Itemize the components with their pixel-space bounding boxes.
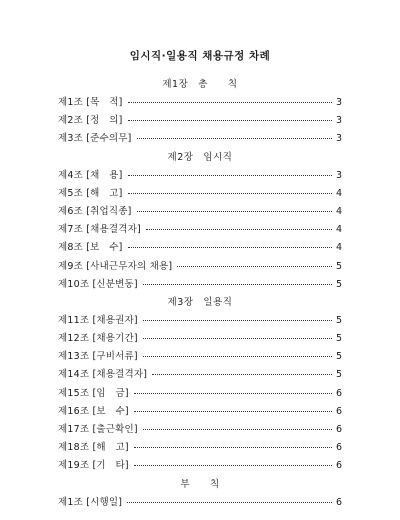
table-of-contents	[58, 76, 342, 512]
toc-entry	[58, 403, 342, 421]
toc-entry	[58, 203, 342, 221]
toc-page-number: 6	[335, 442, 342, 454]
toc-page-number: 6	[335, 405, 342, 417]
toc-entry	[58, 276, 342, 294]
toc-page-number: 5	[335, 351, 342, 363]
toc-entry	[58, 130, 342, 148]
toc-section-heading: 부 칙	[180, 478, 220, 490]
toc-entry-label: 제1조 [시행일]	[58, 496, 123, 508]
toc-entry	[58, 94, 342, 112]
toc-entry	[58, 366, 342, 384]
toc-entry	[58, 167, 342, 185]
toc-entry-label: 제17조 [출근확인]	[58, 424, 138, 435]
toc-dot-leader	[134, 456, 332, 466]
toc-entry-label: 제18조 [해 고]	[58, 442, 129, 454]
toc-entry	[58, 258, 342, 276]
toc-section-heading: 제3장 일용직	[167, 296, 233, 308]
toc-section-heading: 제2장 임시직	[167, 151, 233, 163]
toc-dot-leader	[128, 93, 333, 103]
toc-dot-leader	[146, 220, 332, 230]
toc-page-number: 5	[335, 314, 342, 326]
toc-page-number: 4	[335, 224, 342, 236]
toc-dot-leader	[143, 347, 332, 357]
toc-entry	[58, 439, 342, 457]
toc-page-number: 4	[335, 242, 342, 254]
toc-page-number: 6	[335, 460, 342, 472]
toc-entry-label: 제2조 [정 의]	[58, 115, 123, 127]
toc-page-number: 4	[335, 187, 342, 199]
toc-entry	[58, 494, 342, 512]
toc-entry	[58, 348, 342, 366]
toc-page-number: 4	[335, 205, 342, 217]
toc-entry	[58, 330, 342, 348]
toc-page-number: 3	[335, 169, 342, 181]
toc-dot-leader	[152, 365, 332, 375]
toc-dot-leader	[134, 384, 332, 394]
toc-entry-label: 제1조 [목 적]	[58, 97, 123, 108]
toc-dot-leader	[128, 238, 333, 248]
toc-page-number: 5	[335, 278, 342, 290]
toc-dot-leader	[134, 438, 332, 448]
toc-dot-leader	[127, 493, 332, 503]
toc-page-number: 3	[335, 133, 342, 145]
toc-entry-label: 제13조 [구비서류]	[58, 351, 138, 363]
toc-dot-leader	[128, 184, 333, 194]
toc-entry-label: 제4조 [채 용]	[58, 169, 123, 181]
toc-entry-label: 제14조 [채용결격자]	[58, 369, 148, 381]
toc-entry	[58, 421, 342, 439]
toc-page-number: 6	[335, 424, 342, 435]
document-title: 임시직·일용직 채용규정 차례	[129, 50, 271, 62]
toc-dot-leader	[128, 166, 333, 176]
toc-entry-label: 제6조 [취업직종]	[58, 205, 132, 217]
toc-page-number: 6	[335, 387, 342, 399]
toc-page-number: 3	[335, 97, 342, 108]
toc-entry	[58, 385, 342, 403]
toc-entry-label: 제15조 [임 금]	[58, 387, 129, 399]
toc-dot-leader	[177, 257, 332, 267]
toc-page-number: 5	[335, 260, 342, 272]
toc-entry-label: 제12조 [채용기간]	[58, 333, 138, 345]
toc-entry	[58, 239, 342, 257]
toc-entry-label: 제9조 [사내근무자의 채용]	[58, 260, 173, 272]
toc-entry-label: 제5조 [해 고]	[58, 187, 123, 199]
toc-entry	[58, 312, 342, 330]
toc-page-number: 5	[335, 333, 342, 345]
toc-page-number: 6	[335, 496, 342, 508]
toc-entry-label: 제16조 [보 수]	[58, 405, 129, 417]
toc-entry-label: 제11조 [채용권자]	[58, 314, 138, 326]
toc-entry-label: 제8조 [보 수]	[58, 242, 123, 254]
toc-entry-label: 제10조 [신분변동]	[58, 278, 138, 290]
toc-dot-leader	[137, 129, 332, 139]
toc-entry-label: 제19조 [기 타]	[58, 460, 129, 472]
toc-entry-label: 제3조 [준수의무]	[58, 133, 132, 145]
toc-dot-leader	[134, 402, 332, 412]
toc-section-heading: 제1장 총 칙	[162, 79, 238, 90]
toc-entry-label: 제7조 [채용결격자]	[58, 224, 141, 236]
toc-dot-leader	[143, 311, 332, 321]
toc-dot-leader	[143, 275, 332, 285]
toc-dot-leader	[143, 329, 332, 339]
toc-entry	[58, 221, 342, 239]
toc-dot-leader	[128, 111, 333, 121]
toc-entry	[58, 112, 342, 130]
toc-dot-leader	[137, 202, 332, 212]
toc-page-number: 5	[335, 369, 342, 381]
toc-entry	[58, 185, 342, 203]
toc-dot-leader	[143, 420, 332, 430]
toc-page-number: 3	[335, 115, 342, 127]
toc-entry	[58, 457, 342, 475]
